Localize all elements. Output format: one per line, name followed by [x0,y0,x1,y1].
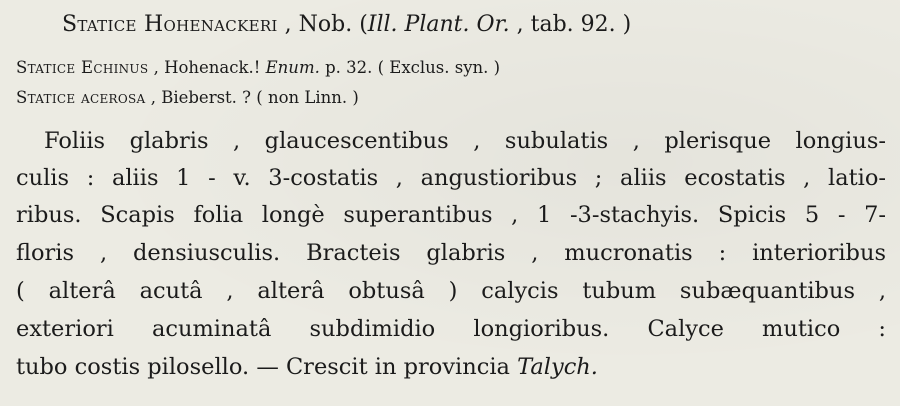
synonym-line [16,88,359,107]
synonym-author: , Bieberst. ? ( non Linn. ) [145,88,359,107]
locality-name: Talych. [517,354,598,380]
description-line: ( alterâ acutâ , alterâ obtusâ ) calycis tubum subæquantibus , [16,278,886,304]
synonym-work: Enum. [265,58,320,77]
species-heading [62,12,631,37]
species-author: , Nob. ( [277,12,368,37]
description-line: Foliis glabris , glaucescentibus , subulatis , plerisque longius- [44,128,886,154]
synonym-name: Statice Echinus [16,58,149,77]
species-reference-tail: , tab. 92. ) [509,12,632,37]
description-line: culis : aliis 1 - v. 3-costatis , angustioribus ; aliis ecostatis , latio- [16,165,886,191]
description-line: exteriori acuminatâ subdimidio longioribus. Calyce mutico : [16,316,886,342]
description-last-text: tubo costis pilosello. — Crescit in provincia [16,354,518,380]
synonym-line [16,58,500,77]
synonym-tail: p. 32. ( Exclus. syn. ) [319,58,501,77]
synonym-name: Statice acerosa [16,88,146,107]
species-name: Statice Hohenackeri [62,12,278,37]
synonym-author: , Hohenack.! [148,58,266,77]
species-reference: Ill. Plant. Or. [367,12,510,37]
description-line: ribus. Scapis folia longè superantibus , 1 -3-stachyis. Spicis 5 - 7- [16,202,886,228]
description-line: floris , densiusculis. Bracteis glabris , mucronatis : interioribus [16,240,886,266]
description-last-line [16,354,886,380]
